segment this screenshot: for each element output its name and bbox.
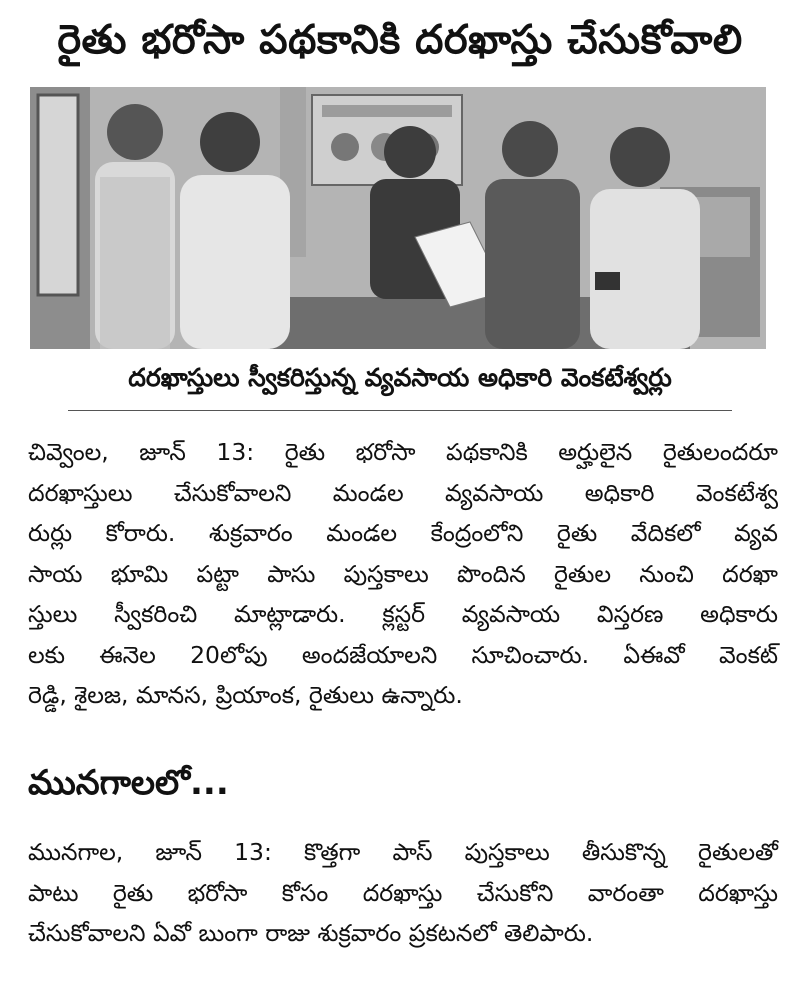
paragraph-line: లకు ఈనెల 20లోపు అందజేయాలని సూచించారు. ఏఈవో వెంకట్ — [28, 640, 778, 669]
paragraph-line: పాటు రైతు భరోసా కోసం దరఖాస్తు చేసుకోని వారంతా దరఖాస్తు — [28, 878, 778, 907]
divider-line — [68, 410, 732, 411]
subheading: మునగాలలో... — [28, 763, 229, 803]
article-paragraph-1 — [28, 432, 778, 716]
paragraph-line: దరఖాస్తులు చేసుకోవాలని మండల వ్యవసాయ అధికారి వెంకటేశ్వ — [28, 478, 778, 507]
news-photo — [30, 87, 766, 349]
photo-illustration — [30, 87, 766, 349]
paragraph-line: స్తులు స్వీకరించి మాట్లాడారు. క్లస్టర్ వ్యవసాయ విస్తరణ అధికారు — [28, 600, 778, 628]
paragraph-line: చేసుకోవాలని ఏవో బుంగా రాజు శుక్రవారం ప్రకటనలో తెలిపారు. — [28, 919, 594, 947]
paragraph-line: చివ్వెంల, జూన్ 13: రైతు భరోసా పథకానికి అర్హులైన రైతులందరూ — [28, 438, 778, 466]
paragraph-line: మునగాల, జూన్ 13: కొత్తగా పాస్ పుస్తకాలు తీసుకొన్న రైతులతో — [28, 838, 778, 866]
paragraph-line: రుర్లు కోరారు. శుక్రవారం మండల కేంద్రంలోని రైతు వేదికలో వ్యవ — [28, 519, 778, 547]
article-paragraph-2 — [28, 832, 778, 954]
paragraph-line: సాయ భూమి పట్టా పాసు పుస్తకాలు పొందిన రైతుల నుంచి దరఖా — [28, 559, 778, 588]
photo-caption: దరఖాస్తులు స్వీకరిస్తున్న వ్యవసాయ అధికారి వెంకటేశ్వర్లు — [128, 363, 672, 392]
headline: రైతు భరోసా పథకానికి దరఖాస్తు చేసుకోవాలి — [57, 17, 743, 63]
paragraph-line: రెడ్డి, శైలజ, మానస, ప్రియాంక, రైతులు ఉన్నారు. — [28, 681, 463, 709]
